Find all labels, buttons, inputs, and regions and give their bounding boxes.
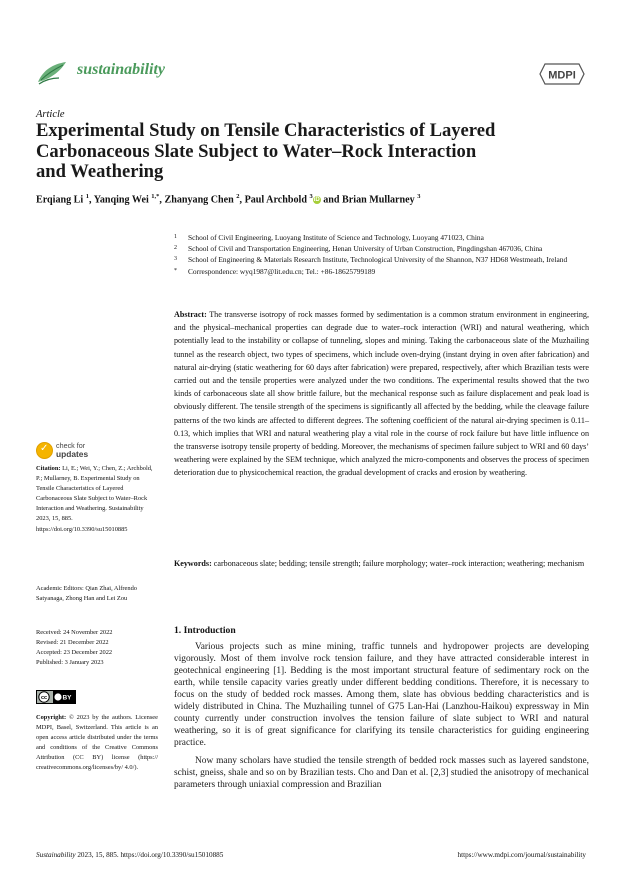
received-date: Received: 24 November 2022	[36, 629, 113, 636]
cc-by-license-icon[interactable]	[36, 690, 76, 704]
title-line: and Weathering	[36, 161, 164, 182]
title-line: Carbonaceous Slate Subject to Water–Rock Interaction	[36, 140, 477, 162]
keywords	[174, 557, 589, 570]
introduction-body	[174, 641, 589, 791]
journal-name: sustainability	[77, 61, 166, 78]
footer-doi[interactable]: 2023, 15, 885. https://doi.org/10.3390/su15010885	[75, 851, 224, 859]
paragraph: Various projects such as mine mining, traffic tunnels and hydropower projects are developing vigorously. Most of them involve rock tension failure, and they have attracted considerable interest in geotechnical engineering [1]. Bedding is the most important structural feature of sedimentary rock on the earth, while tensile capacity varies greatly under different bedding conditions. Therefore, it is necessary to focus on the study of bedded rock masses. Among them, slate has obvious bedding characteristics and is widely distributed in China. The Muzhailing tunnel of G75 Lan-Hai (Lanzhou-Haikou) expressway in Min county currently under construction involves the tension failure of slate subject to WRI and natural weathering, so it is of great significance for clarifying its tensile characteristics for guiding engineering practice.	[174, 642, 589, 748]
citation	[36, 464, 158, 535]
published-date: Published: 3 January 2023	[36, 659, 104, 667]
section-heading: 1. Introduction	[174, 625, 236, 636]
author-list: Erqiang Li $^1$, Yanqing Wei $^{1,*}$, Zhanyang Chen $^2$, Paul Archbold $^3$iD and Brian Mullarney $^3$	[36, 193, 421, 206]
orcid-icon[interactable]: iD	[313, 197, 320, 204]
citation-label: Citation:	[36, 465, 61, 472]
accepted-date: Accepted: 23 December 2022	[36, 649, 113, 657]
author-name[interactable]: Erqiang Li	[36, 194, 84, 206]
citation-text: Li, E.; Wei, Y.; Chen, Z.; Archbold, P.; Mullarney, B. Experimental Study on Tensile Characteristics of Layered Carbonaceous Slate Subject to Water–Rock Interaction and Weathering. Sustainability 2023, 15, 885. https://doi.org/10.3390/su15010885	[36, 465, 153, 533]
svg-text:MDPI: MDPI	[548, 69, 576, 82]
affiliations	[174, 233, 594, 277]
copyright-label: Copyright:	[36, 714, 67, 721]
correspondence[interactable]: * Correspondence: wyq1987@lit.edu.cn; Tel.: +86-18625799189	[174, 266, 376, 276]
author-name[interactable]: Paul Archbold	[244, 194, 307, 206]
check-for-updates-badge[interactable]: ✓ check for updates	[36, 442, 126, 464]
svg-text:BY: BY	[62, 694, 72, 702]
svg-text:cc: cc	[40, 695, 48, 702]
title-line: Experimental Study on Tensile Characteristics of Layered	[36, 120, 496, 141]
abstract	[174, 308, 589, 480]
article-title	[36, 121, 596, 183]
abstract-text: The transverse isotropy of rock masses formed by sedimentation is a common stratum environment in engineering, and the physical–mechanical properties can degrade due to water–rock interaction (WRI) and natural weathering, which potentially lead to the instability or collapse of tunneling, slopes and mining. Taking the carbonaceous slate of the Muzhailing tunnel as the research object, two types of specimens, which include oven-drying (instant drying in oven after fabrication) and natural air-drying (static weathering for 60 days after fabrication) were prepared, respectively, after which Brazilian tests were carried out and the tensile properties were analyzed under the two conditions. The experimental results showed that the two kinds of carbonaceous slate all show brittle failure, but the mechanical response such as failure displacement and peak load is obviously different. The tensile strength of the specimens is significantly all affected by the bedding, while the cleavage failure patterns of the two kinds are affected to different degrees. The softening coefficient of the natural air-drying specimen is 0.11–0.13, which implies that WRI and natural weathering play a vital role in the course of rock failure but have little influence on the transverse isotropy tensile property of bedding. Moreover, the mechanisms of specimen failure subject to WRI and 60 days’ weathering were explained by the SEM technique, which analyzed the micro-components and observes the process of specimen deterioration due to physicochemical reaction, the gradual development of cracks and erosion by weathering.	[174, 310, 589, 478]
abstract-label: Abstract:	[174, 310, 207, 319]
author-name[interactable]: Brian Mullarney	[342, 194, 415, 206]
keywords-label: Keywords:	[174, 559, 212, 568]
revised-date: Revised: 21 December 2022	[36, 639, 109, 647]
affiliation-item: 2 School of Civil and Transportation Engineering, Henan University of Urban Construction, Pingdingshan 467036, China	[174, 244, 543, 254]
author-name[interactable]: Zhanyang Chen	[164, 194, 234, 206]
footer-journal: Sustainability	[36, 851, 76, 859]
copyright-text: © 2023 by the authors. Licensee MDPI, Basel, Switzerland. This article is an open access article distributed under the terms and conditions of the Creative Commons Attribution (CC BY) license (https:// creativecommons.org/licenses/by/ 4.0/).	[36, 714, 158, 772]
copyright-notice	[36, 713, 158, 774]
check-updates-icon: ✓	[36, 442, 53, 459]
article-type: Article	[36, 109, 65, 120]
mdpi-logo	[539, 63, 585, 85]
publication-dates	[36, 628, 158, 668]
keywords-text: carbonaceous slate; bedding; tensile strength; failure morphology; water–rock interaction; weathering; mechanism	[213, 559, 585, 568]
paragraph: Now many scholars have studied the tensile strength of bedded rock masses such as layered sandstone, schist, gneiss, shale and so on by Brazilian tests. Cho and Dan et al. [2,3] studied the anisotropy of mechanical parameters through uniaxial compression and Brazilian	[174, 756, 589, 790]
affiliation-item: 3 School of Engineering & Materials Research Institute, Technological University of the Shannon, N37 HD68 Westmeath, Ireland	[174, 255, 568, 265]
footer-journal-url[interactable]: https://www.mdpi.com/journal/sustainability	[457, 851, 586, 859]
affiliation-item: 1 School of Civil Engineering, Luoyang Institute of Science and Technology, Luoyang 471023, China	[174, 233, 484, 242]
academic-editors: Academic Editors: Qian Zhai, Alfrendo Satyanaga, Zhong Han and Lei Zou	[36, 585, 137, 603]
sustainability-logo	[35, 56, 69, 88]
footer-citation	[36, 851, 223, 859]
author-name[interactable]: Yanqing Wei	[93, 194, 149, 206]
